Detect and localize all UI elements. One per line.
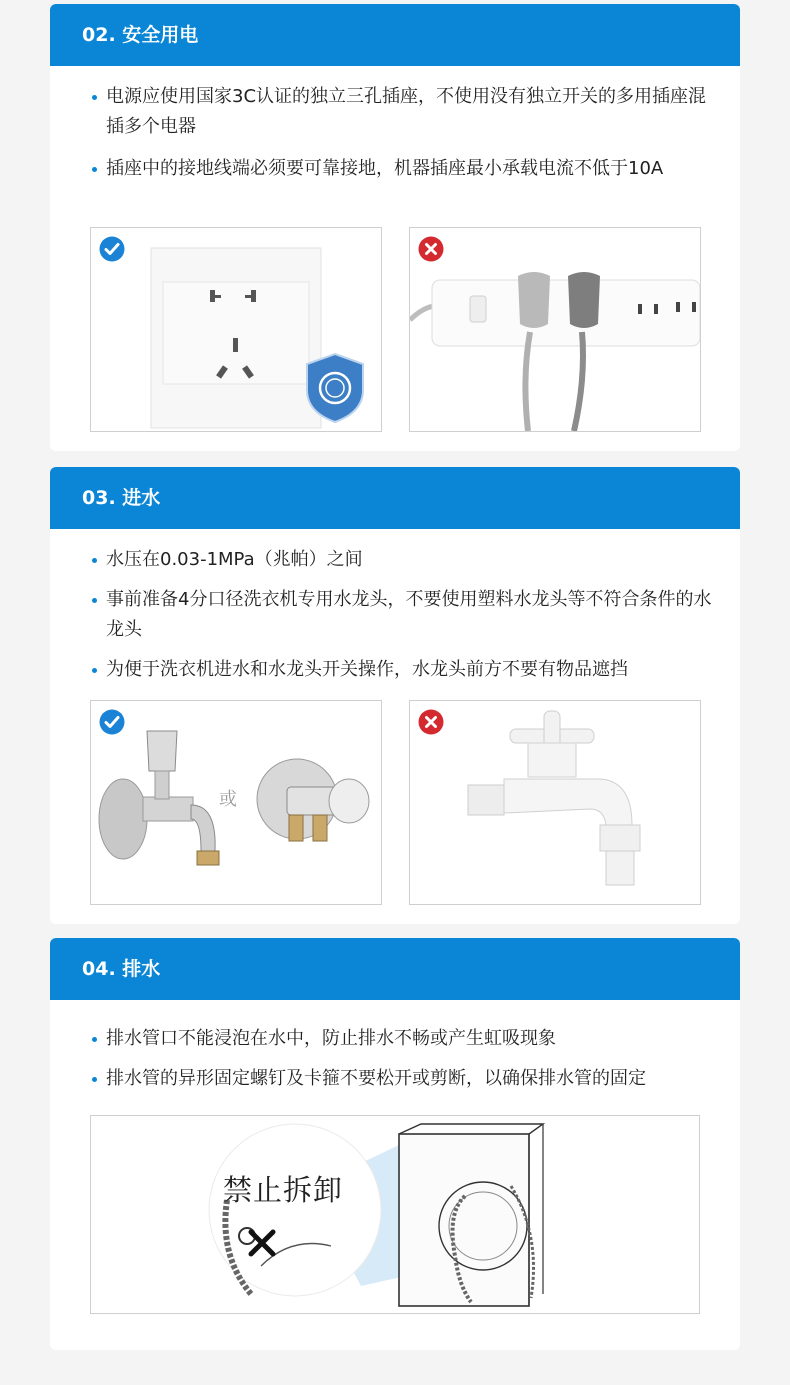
- bullet-item: 排水管的异形固定螺钉及卡箍不要松开或剪断，以确保排水管的固定: [50, 1064, 740, 1094]
- section-water-inlet: [50, 467, 740, 924]
- correct-faucet-photo: [90, 700, 382, 905]
- correct-socket-photo: [90, 227, 382, 432]
- bullet-item: 水压在0.03-1MPa（兆帕）之间: [50, 545, 740, 575]
- bullet-list: [50, 545, 740, 685]
- bullet-item: 插座中的接地线端必须要可靠接地，机器插座最小承载电流不低于10A: [50, 154, 740, 184]
- section-safe-electricity: [50, 4, 740, 451]
- section-title: 02. 安全用电: [50, 4, 740, 66]
- section-title: 03. 进水: [50, 467, 740, 529]
- washing-machine-illustration: [91, 1116, 699, 1313]
- power-strip-illustration: [410, 228, 700, 431]
- drain-hose-diagram: [90, 1115, 700, 1314]
- bullet-item: 为便于洗衣机进水和水龙头开关操作，水龙头前方不要有物品遮挡: [50, 655, 740, 685]
- no-disassembly-label: 禁止拆卸: [223, 1173, 344, 1207]
- section-drainage: [50, 938, 740, 1350]
- wall-socket-illustration: [91, 228, 381, 431]
- or-label: 或: [219, 789, 237, 810]
- bullet-item: 事前准备4分口径洗衣机专用水龙头，不要使用塑料水龙头等不符合条件的水龙头: [50, 585, 740, 645]
- bullet-item: 排水管口不能浸泡在水中，防止排水不畅或产生虹吸现象: [50, 1024, 740, 1054]
- wrong-powerstrip-photo: [409, 227, 701, 432]
- section-title: 04. 排水: [50, 938, 740, 1000]
- bullet-list: [50, 1024, 740, 1094]
- bullet-item: 电源应使用国家3C认证的独立三孔插座，不使用没有独立开关的多用插座混插多个电器: [50, 82, 740, 142]
- bullet-list: [50, 82, 740, 184]
- plastic-faucet-illustration: [410, 701, 700, 904]
- wrong-plastic-faucet-photo: [409, 700, 701, 905]
